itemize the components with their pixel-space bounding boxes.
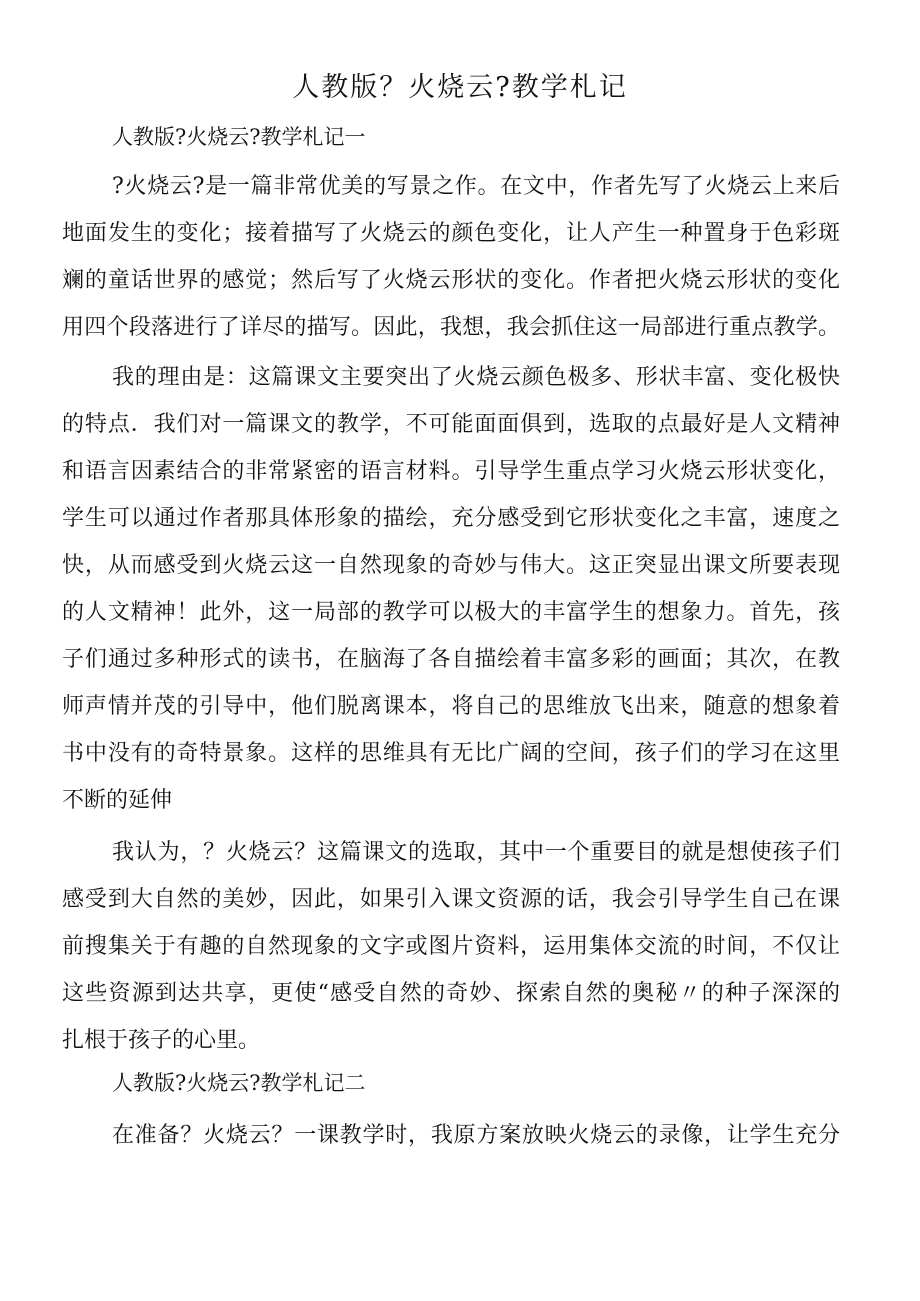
paragraph-line: 前搜集关于有趣的自然现象的文字或图片资料，运用集体交流的时间，不仅让 (62, 934, 840, 959)
paragraph-line: 的人文精神！此外，这一局部的教学可以极大的丰富学生的想象力。首先，孩 (62, 600, 840, 625)
paragraph-line: 学生可以通过作者那具体形象的描绘，充分感受到它形状变化之丰富，速度之 (62, 506, 840, 531)
document-title: 人教版？火烧云?教学札记 (292, 72, 628, 103)
paragraph-line: 感受到大自然的美妙，因此，如果引入课文资源的话，我会引导学生自己在课 (62, 887, 840, 912)
paragraph-line: 书中没有的奇特景象。这样的思维具有无比广阔的空间，孩子们的学习在这里 (62, 741, 840, 766)
paragraph-line: 快，从而感受到火烧云这一自然现象的奇妙与伟大。这正突显出课文所要表现 (62, 553, 840, 578)
paragraph-line: 在准备？火烧云？一课教学时，我原方案放映火烧云的录像，让学生充分 (112, 1123, 840, 1148)
paragraph-line: 不断的延伸 (62, 788, 173, 813)
paragraph-line: 我认为，？火烧云？这篇课文的选取，其中一个重要目的就是想使孩子们 (112, 840, 840, 865)
paragraph-line: 我的理由是：这篇课文主要突出了火烧云颜色极多、形状丰富、变化极快 (112, 365, 840, 390)
section-heading-1: 人教版?火烧云?教学札记一 (112, 125, 366, 149)
section-heading-2: 人教版?火烧云?教学札记二 (112, 1071, 366, 1095)
paragraph-line: 这些资源到达共享，更使“感受自然的奇妙、探索自然的奥秘〃的种子深深的 (62, 981, 840, 1006)
paragraph-line: 斓的童话世界的感觉；然后写了火烧云形状的变化。作者把火烧云形状的变化 (62, 268, 840, 293)
paragraph-line: 的特点．我们对一篇课文的教学，不可能面面俱到，选取的点最好是人文精神 (62, 412, 840, 437)
paragraph-line: 师声情并茂的引导中，他们脱离课本，将自己的思维放飞出来，随意的想象着 (62, 694, 840, 719)
paragraph-line: 扎根于孩子的心里。 (62, 1028, 261, 1053)
paragraph-line: 和语言因素结合的非常紧密的语言材料。引导学生重点学习火烧云形状变化， (62, 459, 840, 484)
paragraph-line: 地面发生的变化；接着描写了火烧云的颜色变化，让人产生一种置身于色彩斑 (62, 221, 840, 246)
paragraph-line: ?火烧云?是一篇非常优美的写景之作。在文中，作者先写了火烧云上来后 (112, 174, 840, 199)
paragraph-line: 用四个段落进行了详尽的描写。因此，我想，我会抓住这一局部进行重点教学。 (62, 315, 840, 340)
paragraph-line: 子们通过多种形式的读书，在脑海了各自描绘着丰富多彩的画面；其次，在教 (62, 647, 840, 672)
